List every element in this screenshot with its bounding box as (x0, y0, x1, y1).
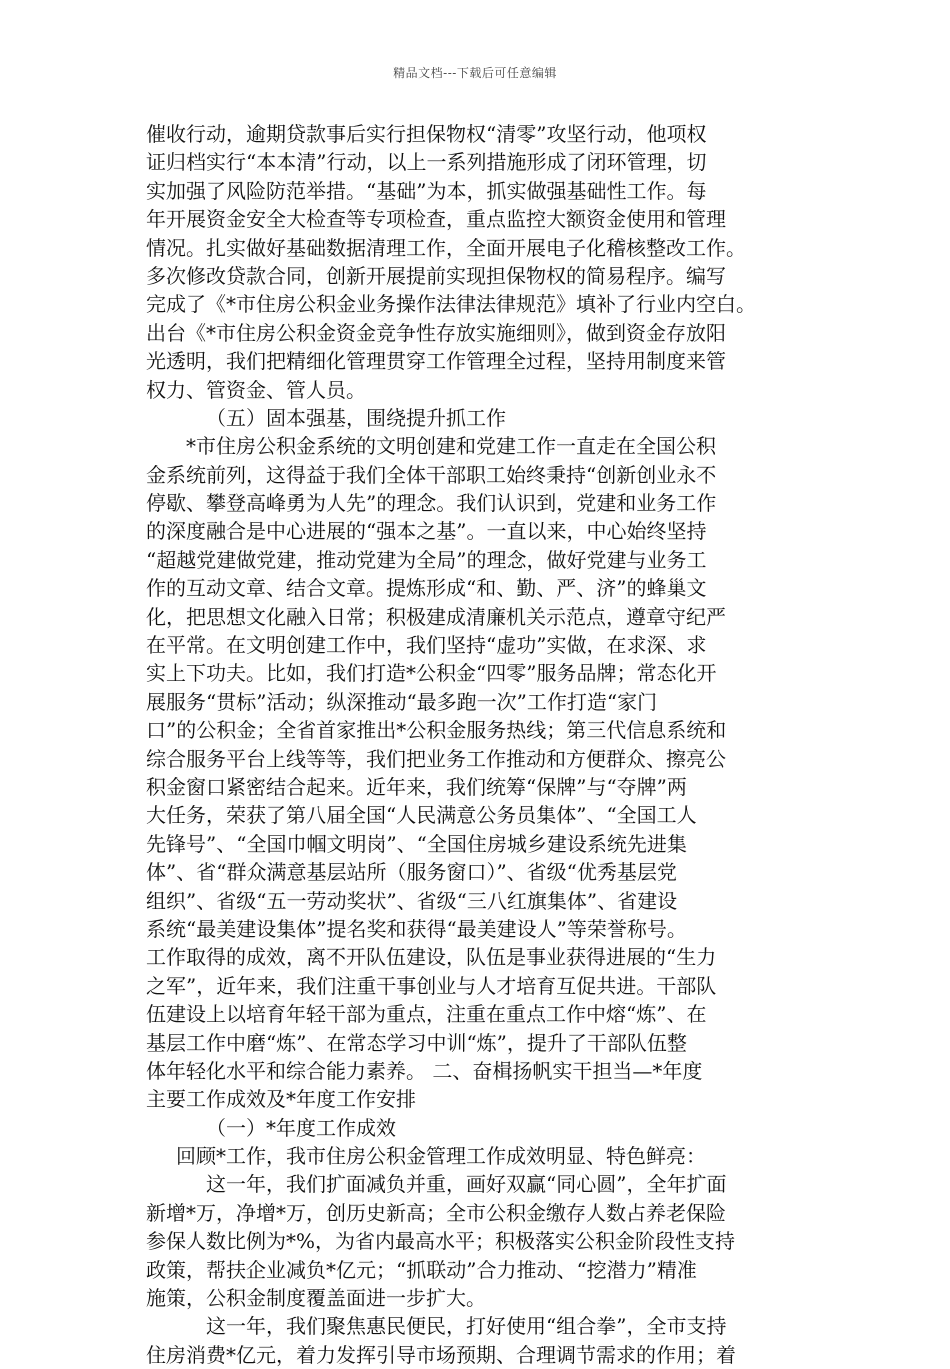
text-line: 化，把思想文化融入日常；积极建成清廉机关示范点，遵章守纪严 (146, 604, 726, 629)
section-heading: （一）*年度工作成效 (206, 1115, 396, 1140)
text-line: 工作取得的成效，离不开队伍建设，队伍是事业获得进展的“生力 (146, 945, 717, 970)
text-line: 施策，公积金制度覆盖面进一步扩大。 (146, 1286, 486, 1311)
text-line: 作的互动文章、结合文章。提炼形成“和、勤、严、济”的蜂巢文 (146, 576, 707, 601)
text-line: 情况。扎实做好基础数据清理工作，全面开展电子化稽核整改工作。 (146, 235, 746, 260)
text-line: 口”的公积金；全省首家推出*公积金服务热线；第三代信息系统和 (146, 718, 727, 743)
text-line: 权力、管资金、管人员。 (146, 377, 366, 402)
text-line: 实上下功夫。比如，我们打造*公积金“四零”服务品牌；常态化开 (146, 661, 717, 686)
text-line: *市住房公积金系统的文明创建和党建工作一直走在全国公积 (186, 434, 716, 459)
text-line: 参保人数比例为*%，为省内最高水平；积极落实公积金阶段性支持 (146, 1229, 736, 1254)
text-line: 体年轻化水平和综合能力素养。 二、奋楫扬帆实干担当—*年度 (146, 1058, 703, 1083)
text-line: 停歇、攀登高峰勇为人先”的理念。我们认识到，党建和业务工作 (146, 491, 717, 516)
text-line: 光透明，我们把精细化管理贯穿工作管理全过程，坚持用制度来管 (146, 349, 726, 374)
text-line: 实加强了风险防范举措。“基础”为本，抓实做强基础性工作。每 (146, 178, 707, 203)
text-line: 在平常。在文明创建工作中，我们坚持“虚功”实做，在求深、求 (146, 633, 707, 658)
text-line: 系统“最美建设集体”提名奖和获得“最美建设人”等荣誉称号。 (146, 916, 687, 941)
text-line: 这一年，我们聚焦惠民便民，打好使用“组合拳”，全市支持 (206, 1314, 727, 1339)
text-line: 综合服务平台上线等等，我们把业务工作推动和方便群众、擦亮公 (146, 746, 726, 771)
text-line: 积金窗口紧密结合起来。近年来，我们统筹“保牌”与“夺牌”两 (146, 774, 687, 799)
text-line: 出台《*市住房公积金资金竞争性存放实施细则》，做到资金存放阳 (146, 320, 726, 345)
document-body (146, 120, 806, 1369)
text-line: 先锋号”、“全国巾帼文明岗”、“全国住房城乡建设系统先进集 (146, 831, 687, 856)
text-line: 完成了《*市住房公积金业务操作法律法律规范》填补了行业内空白。 (146, 292, 756, 317)
text-line: 这一年，我们扩面减负并重，画好双赢“同心圆”，全年扩面 (206, 1172, 727, 1197)
text-line: “超越党建做党建，推动党建为全局”的理念，做好党建与业务工 (146, 547, 707, 572)
text-line: 伍建设上以培育年轻干部为重点，注重在重点工作中熔“炼”、在 (146, 1002, 707, 1027)
text-line: 回顾*工作，我市住房公积金管理工作成效明显、特色鲜亮： (176, 1144, 706, 1169)
text-line: 之军”，近年来，我们注重干事创业与人才培育互促共进。干部队 (146, 973, 717, 998)
text-line: 展服务“贯标”活动；纵深推动“最多跑一次”工作打造“家门 (146, 689, 658, 714)
text-line: 体”、省“群众满意基层站所（服务窗口）”、省级“优秀基层党 (146, 860, 677, 885)
text-line: 金系统前列，这得益于我们全体干部职工始终秉持“创新创业永不 (146, 462, 717, 487)
text-line: 催收行动，逾期贷款事后实行担保物权“清零”攻坚行动，他项权 (146, 122, 707, 146)
text-line: 政策，帮扶企业减负*亿元；“抓联动”合力推动、“挖潜力”精准 (146, 1257, 697, 1282)
text-line: 多次修改贷款合同，创新开展提前实现担保物权的简易程序。编写 (146, 263, 726, 288)
text-line: 的深度融合是中心进展的“强本之基”。一直以来，中心始终坚持 (146, 519, 707, 544)
text-line: 基层工作中磨“炼”、在常态学习中训“炼”，提升了干部队伍整 (146, 1030, 687, 1055)
text-line: 大任务，荣获了第八届全国“人民满意公务员集体”、“全国工人 (146, 803, 697, 828)
text-line: 住房消费*亿元，着力发挥引导市场预期、合理调节需求的作用；着 (146, 1342, 736, 1367)
text-line: 组织”、省级“五一劳动奖状”、省级“三八红旗集体”、省建设 (146, 888, 678, 913)
text-line: 年开展资金安全大检查等专项检查，重点监控大额资金使用和管理 (146, 207, 726, 232)
text-line: 新增*万，净增*万，创历史新高；全市公积金缴存人数占养老保险 (146, 1200, 726, 1225)
section-heading: （五）固本强基，围绕提升抓工作 (206, 405, 506, 430)
page-header: 精品文档---下载后可任意编辑 (393, 66, 557, 80)
text-line: 主要工作成效及*年度工作安排 (146, 1087, 416, 1112)
text-line: 证归档实行“本本清”行动，以上一系列措施形成了闭环管理，切 (146, 150, 707, 175)
